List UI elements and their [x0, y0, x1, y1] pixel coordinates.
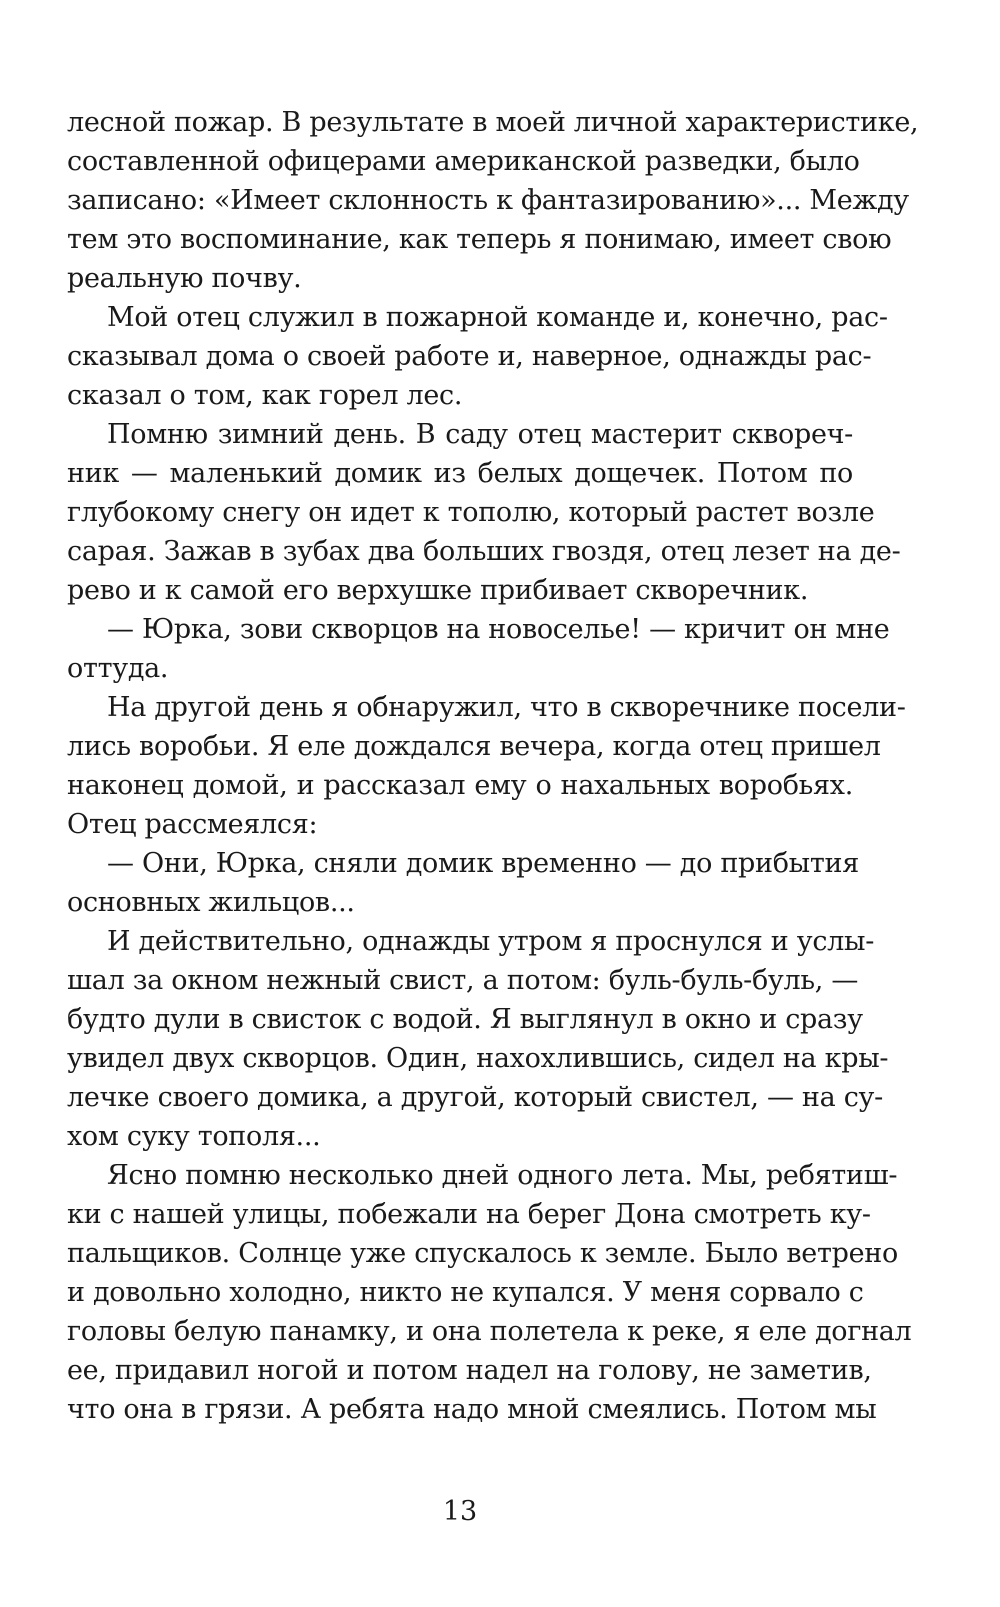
text-line: реальную почву. — [67, 263, 302, 294]
text-line: составленной офицерами американской разведки, было — [67, 146, 860, 177]
text-line: сарая. Зажав в зубах два больших гвоздя, отец лезет на де- — [67, 536, 901, 567]
text-line: увидел двух скворцов. Один, нахохлившись, сидел на кры- — [67, 1043, 889, 1074]
text-line: рево и к самой его верхушке прибивает скворечник. — [67, 575, 809, 606]
paragraph-first-line: — Юрка, зови скворцов на новоселье! — кричит он мне — [107, 614, 890, 645]
paragraph-first-line: Помню зимний день. В саду отец мастерит скворeч- — [107, 419, 853, 450]
text-line: ки с нашей улицы, побежали на берег Дона смотреть ку- — [67, 1199, 871, 1230]
body-text — [67, 103, 919, 1429]
text-line: Отец рассмеялся: — [67, 809, 318, 840]
text-line: тем это воспоминание, как теперь я понимаю, имеет свою — [67, 224, 892, 255]
text-line: наконец домой, и рассказал ему о нахальных воробьях. — [67, 770, 853, 801]
text-line: головы белую панамку, и она полетела к реке, я еле догнал — [67, 1316, 912, 1347]
page-number: 13 — [442, 1496, 478, 1527]
text-line: записано: «Имеет склонность к фантазированию»... Между — [67, 185, 909, 216]
text-line: шал за окном нежный свист, а потом: буль-буль-буль, — — [67, 965, 859, 996]
paragraph-first-line: Мой отец служил в пожарной команде и, конечно, рас- — [107, 302, 888, 333]
text-line: что она в грязи. А ребята надо мной смеялись. Потом мы — [67, 1394, 877, 1425]
text-line: основных жильцов... — [67, 887, 355, 918]
text-line: и довольно холодно, никто не купался. У меня сорвало с — [67, 1277, 864, 1308]
text-line: лесной пожар. В результате в моей личной характеристике, — [67, 107, 919, 138]
paragraph-first-line: Ясно помню несколько дней одного лета. Мы, ребятиш- — [107, 1160, 898, 1191]
text-line: лечке своего домика, а другой, который свистел, — на су- — [67, 1082, 883, 1113]
paragraph-first-line: — Они, Юрка, сняли домик временно — до прибытия — [107, 848, 859, 879]
text-line: лись воробьи. Я еле дождался вечера, когда отец пришел — [67, 731, 881, 762]
paragraph-first-line: На другой день я обнаружил, что в скворечнике посели- — [107, 692, 906, 723]
text-line: ник — маленький домик из белых дощечек. Потом по — [67, 458, 853, 489]
text-line: ее, придавил ногой и потом надел на голову, не заметив, — [67, 1355, 872, 1386]
text-line: оттуда. — [67, 653, 169, 684]
text-line: глубокому снегу он идет к тополю, который растет возле — [67, 497, 875, 528]
paragraph-first-line: И действительно, однажды утром я проснулся и услы- — [107, 926, 875, 957]
text-line: будто дули в свисток с водой. Я выглянул в окно и сразу — [67, 1004, 863, 1035]
text-line: хом суку тополя... — [67, 1121, 321, 1152]
text-line: сказал о том, как горел лес. — [67, 380, 463, 411]
text-line: сказывал дома о своей работе и, наверное, однажды рас- — [67, 341, 872, 372]
text-line: пальщиков. Солнце уже спускалось к земле. Было ветрено — [67, 1238, 898, 1269]
